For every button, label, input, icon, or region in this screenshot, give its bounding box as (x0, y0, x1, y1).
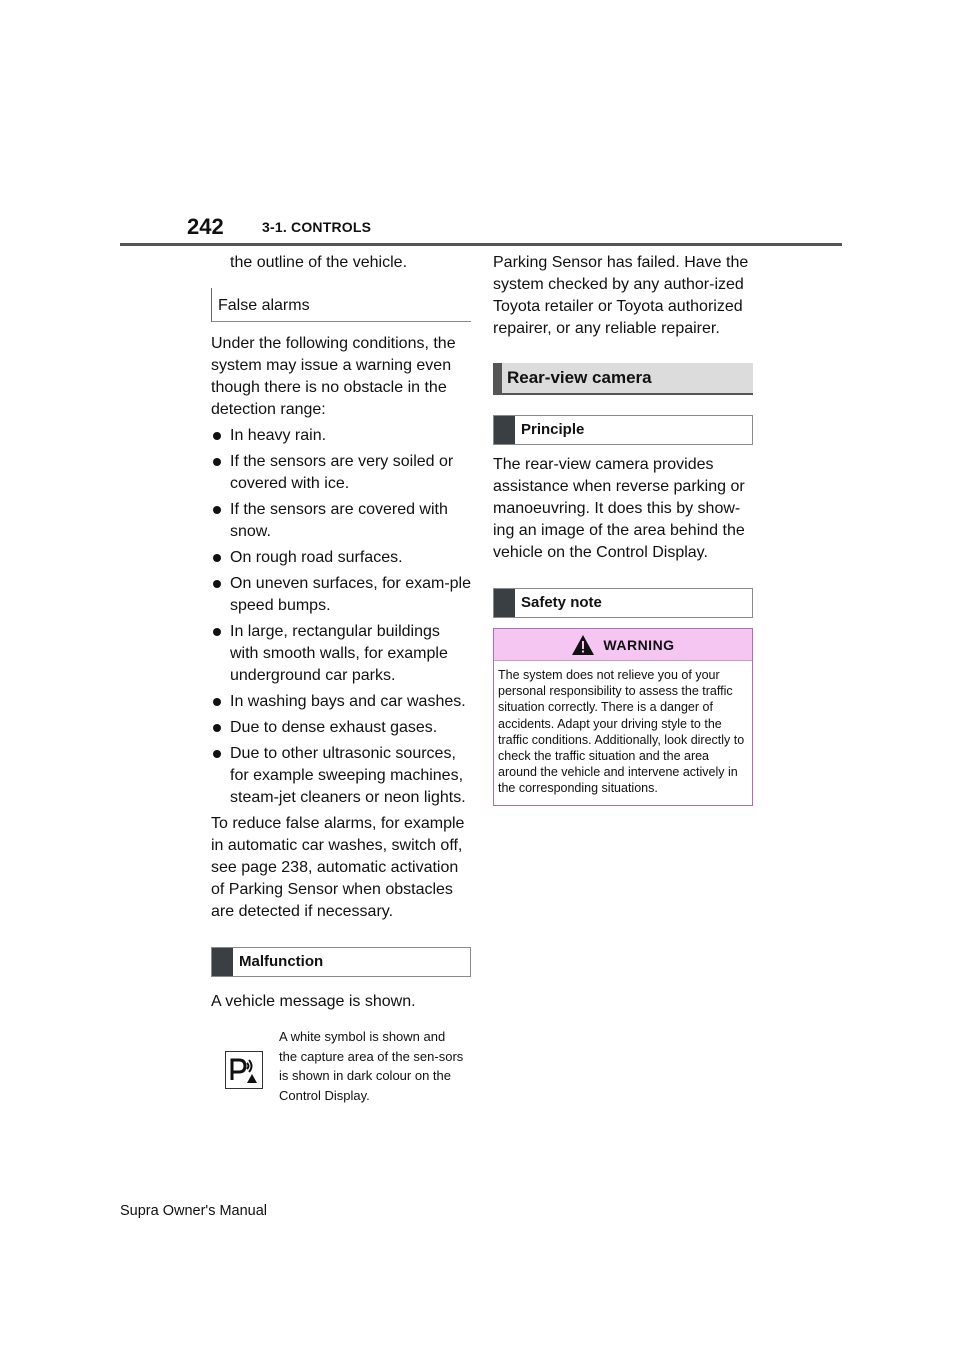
false-alarms-heading-label: False alarms (218, 297, 310, 314)
right-column (493, 252, 753, 806)
list-item: On uneven surfaces, for exam-ple speed bumps. (211, 573, 471, 617)
principle-heading (493, 415, 753, 445)
header-rule (120, 243, 842, 246)
parking-sensor-symbol-icon (225, 1051, 263, 1089)
bullet-icon (213, 506, 221, 514)
warning-triangle-icon (571, 634, 595, 656)
warning-label: WARNING (603, 636, 675, 653)
symbol-row (211, 1027, 471, 1105)
principle-text: The rear-view camera provides assistance when reverse parking or manoeuvring. It does this by show-ing an image of the area behind the vehicle on the Control Display. (493, 456, 745, 561)
footer-text: Supra Owner's Manual (120, 1203, 268, 1219)
section-heading-bar (493, 363, 502, 393)
list-item: In washing bays and car washes. (211, 691, 471, 713)
bullet-icon (213, 724, 221, 732)
continuation-text: the outline of the vehicle. (230, 254, 408, 271)
bullet-icon (213, 698, 221, 706)
list-item: If the sensors are very soiled or covered with ice. (211, 451, 471, 495)
bullet-icon (213, 554, 221, 562)
false-alarms-intro: Under the following conditions, the system may issue a warning even though there is no obstacle in the detection range: (211, 335, 456, 418)
continuation-text-right: Parking Sensor has failed. Have the system checked by any author-ized Toyota retailer or Toyota authorized repairer, or any reliable repairer. (493, 254, 749, 337)
heading-bar (494, 416, 515, 444)
bullet-icon (213, 458, 221, 466)
left-column (211, 252, 471, 1105)
warning-box (493, 628, 753, 806)
list-item: If the sensors are covered with snow. (211, 499, 471, 543)
list-item: On rough road surfaces. (211, 547, 471, 569)
list-item: Due to dense exhaust gases. (211, 717, 471, 739)
list-item: Due to other ultrasonic sources, for example sweeping machines, steam-jet cleaners or neon lights. (211, 743, 471, 809)
page-number: 242 (187, 214, 224, 239)
list-item: In large, rectangular buildings with smooth walls, for example underground car parks. (211, 621, 471, 687)
malfunction-heading (211, 947, 471, 977)
bullet-icon (213, 580, 221, 588)
warning-text: The system does not relieve you of your personal responsibility to assess the traffic situation correctly. There is a danger of accidents. Adapt your driving style to the traffic conditions. Additionally, look directly to check the traffic situation and the area around the vehicle and intervene actively in the corresponding situations. (498, 668, 745, 796)
safety-note-heading-label: Safety note (521, 594, 602, 611)
section-heading-rear-view-camera (493, 363, 753, 395)
malfunction-heading-label: Malfunction (239, 953, 324, 970)
safety-note-heading (493, 588, 753, 618)
false-alarms-list (211, 425, 471, 809)
bullet-icon (213, 432, 221, 440)
bullet-icon (213, 750, 221, 758)
principle-heading-label: Principle (521, 421, 585, 438)
list-item: In heavy rain. (211, 425, 471, 447)
section-title: Rear-view camera (507, 368, 652, 387)
chapter-title: 3-1. CONTROLS (262, 219, 372, 235)
warning-header (494, 629, 752, 661)
reduce-false-alarms-text: To reduce false alarms, for example in automatic car washes, switch off, see page 238, automatic activation of Parking Sensor when obstacles are detected if necessary. (211, 815, 465, 920)
malfunction-text: A vehicle message is shown. (211, 993, 416, 1010)
heading-bar (494, 589, 515, 617)
bullet-icon (213, 628, 221, 636)
symbol-description: A white symbol is shown and the capture area of the sen-sors is shown in dark colour on the Control Display. (279, 1029, 464, 1103)
false-alarms-heading (211, 288, 471, 322)
heading-bar (212, 948, 233, 976)
